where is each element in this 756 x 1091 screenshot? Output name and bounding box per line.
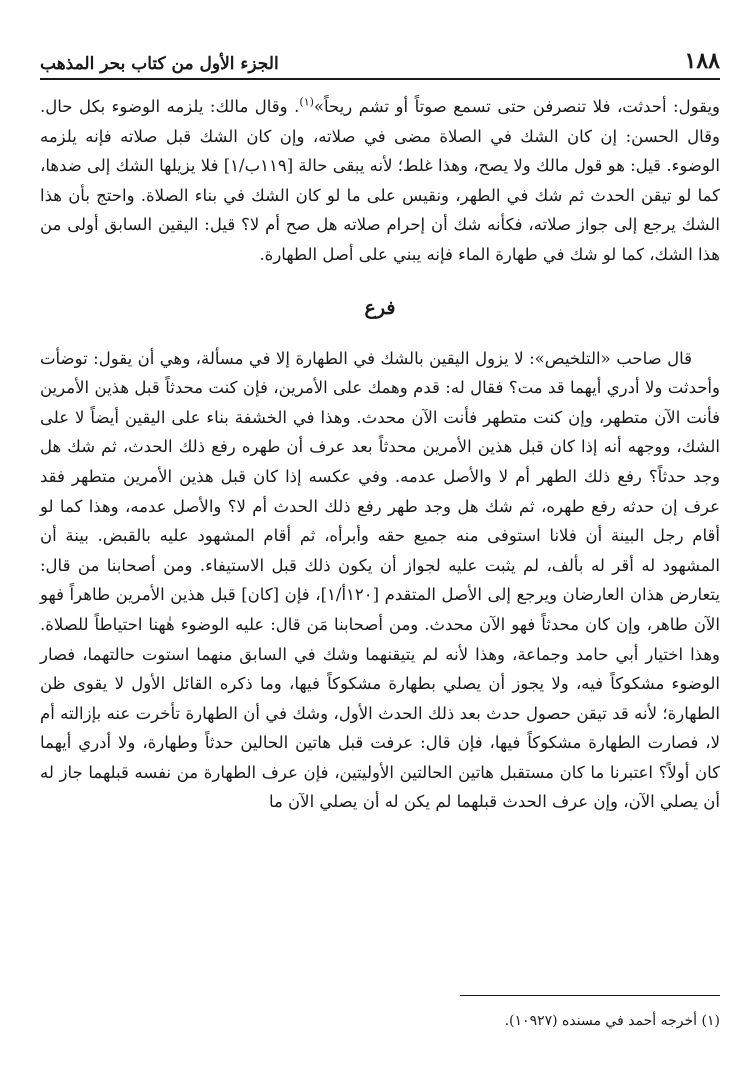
footnote-reference[interactable]: (١) — [299, 95, 314, 109]
paragraph-1-text-a: ويقول: أحدثت، فلا تنصرفن حتى تسمع صوتاً أو تشم ريحاً» — [313, 97, 721, 116]
running-title: الجزء الأول من كتاب بحر المذهب — [40, 54, 279, 74]
running-header — [40, 44, 720, 80]
body-text — [40, 92, 720, 817]
footnote-divider — [460, 995, 720, 996]
section-heading: فرع — [364, 296, 396, 319]
paragraph-1 — [40, 92, 720, 270]
paragraph-1-text-b: . وقال مالك: يلزمه الوضوء بكل حال. وقال الحسن: إن كان الشك في الصلاة مضى في صلاته، وإن كان الشك قبل صلاته فإنه يلزمه الوضوء. قيل: هو قول مالك ولا يصح، وهذا غلط؛ لأنه يبقى حالة [١١٩ب/١] فلا يزيلها الشك إلى ضدها، كما لو تيقن الحدث ثم شك في الطهر، ونقيس على ما لو كان الشك في بناء الصلاة. واحتج بأن هذا الشك يرجع إلى جواز صلاته، فكأنه شك أن إحرام صلاته هل صح أم لا؟ قيل: اليقين السابق أولى من هذا الشك، كما لو شك في طهارة الماء فإنه يبني على أصل الطهارة. — [40, 97, 720, 264]
page-number: ١٨٨ — [684, 48, 720, 74]
paragraph-2: قال صاحب «التلخيص»: لا يزول اليقين بالشك في الطهارة إلا في مسألة، وهي أن يقول: توضأت وأحدثت ولا أدري أيهما قد مت؟ فقال له: قدم وهمك على الأمرين، فإن كنت محدثاً قبل هذين الأمرين فأنت الآن متطهر، وإن كنت متطهر فأنت الآن محدث. وهذا في الخشفة بناء على اليقين أيضاً لا على الشك، ووجهه أنه إذا كان قبل هذين الأمرين محدثاً بعد عرف أن طهره رفع ذلك الحدث، ثم شك هل وجد حدثاً؟ رفع ذلك الطهر أم لا والأصل عدمه. وفي عكسه إذا كان قبل هذين الأمرين متطهر فقد عرف إن حدثه رفع طهره، ثم شك هل وجد طهر رفع ذلك الحدث أم لا؟ والأصل عدمه، وهذا كما لو أقام رجل البينة أن فلانا استوفى منه جميع حقه وأبرأه، ثم أقام المشهود عليه بالقبض. بينة أن المشهود له أقر له بألف، لم يثبت عليه لجواز أن يكون ذلك قبل الاستيفاء. ومن أصحابنا من قال: يتعارض هذان العارضان ويرجع إلى الأصل المتقدم [١٢٠أ/١]، فإن [كان] قبل هذين الأمرين طاهراً فهو الآن طاهر، وإن كان محدثاً فهو الآن محدث. ومن أصحابنا مَن قال: عليه الوضوء هٰهنا احتياطاً للصلاة. وهذا اختيار أبي حامد وجماعة، وهذا لأنه لم يتيقنهما وشك في السابق منهما استوت حالتهما، فصار الوضوء مشكوكاً فيه، ولا يجوز أن يصلي بطهارة مشكوكاً فيها، وما ذكره القائل الأول لا يقوى ظن الطهارة؛ لأنه قد تيقن حصول حدث بعد ذلك الحدث الأول، وشك في أن الطهارة تأخرت عنه بإزالته أم لا، فصارت الطهارة مشكوكاً فيها، فإن قال: عرفت قبل هاتين الحالين حدثاً وطهارة، ولا أدري أيهما كان أولاً؟ اعتبرنا ما كان مستقبل هاتين الحالتين الأوليتين، فإن عرف الطهارة من نفسه قبلهما جاز له أن يصلي الآن، وإن عرف الحدث قبلهما لم يكن له أن يصلي الآن ما — [40, 348, 721, 812]
footnote: (١) أخرجه أحمد في مسنده (١٠٩٢٧). — [504, 1013, 720, 1029]
